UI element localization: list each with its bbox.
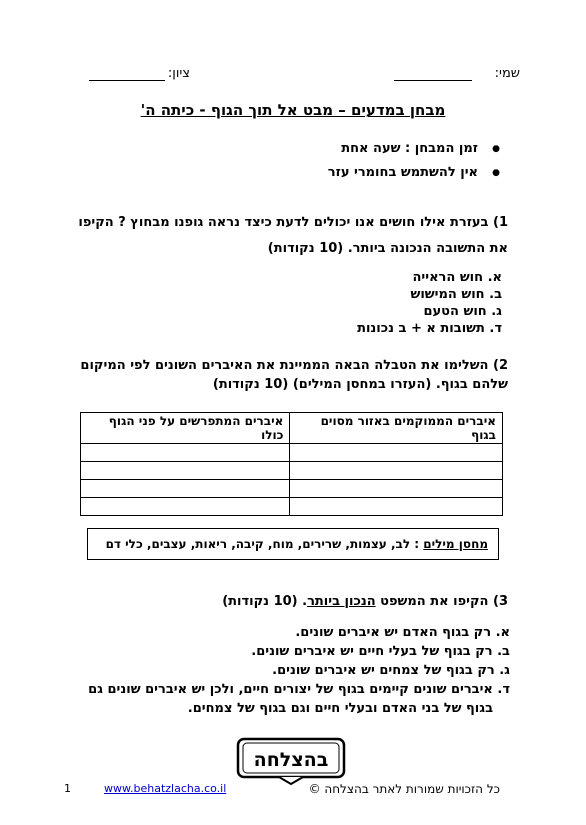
question-3-emphasis: הנכון ביותר — [307, 594, 376, 609]
table-cell[interactable] — [290, 498, 503, 516]
table-cell[interactable] — [290, 444, 503, 462]
table-cell[interactable] — [81, 498, 290, 516]
table-header-spread: איברים המתפרשים על פני הגוף כולו — [81, 413, 290, 444]
question-1: 1) בעזרת אילו חושים אנו יכולים לדעת כיצד נראה גופנו מבחוץ ? הקיפו את התשובה הנכונה ביותר. (10 נקודות) — [78, 215, 508, 256]
instruction-item: ● זמן המבחן : שעה אחת — [120, 137, 500, 161]
instructions-list — [120, 137, 500, 185]
svg-text:בהצלחה: בהצלחה — [253, 749, 329, 771]
table-row — [81, 462, 503, 480]
option-item: ד. תשובות א + ב נכונות — [357, 321, 502, 336]
word-bank-label: מחסן מילים — [423, 537, 488, 551]
grade-line — [89, 80, 165, 81]
question-1-options — [172, 269, 502, 337]
footer-copyright: כל הזכויות שמורות לאתר בהצלחה © — [308, 782, 500, 796]
footer-website-link[interactable]: www.behatzlacha.co.il — [104, 782, 227, 795]
table-header-localized: איברים הממוקמים באזור מסוים בגוף — [290, 413, 503, 444]
option-item: א. רק בגוף האדם יש איברים שונים. — [295, 625, 510, 640]
behatzlacha-logo — [235, 737, 347, 785]
option-item: ג. חוש הטעם — [423, 304, 502, 319]
table-cell[interactable] — [290, 462, 503, 480]
option-item: ד. איברים שונים קיימים בגוף של יצורים חיים, ולכן יש איברים שונים גם — [88, 682, 510, 697]
table-row — [81, 480, 503, 498]
option-item-continuation: בגוף של בני האדם ובעלי חיים וגם בגוף של צמחים. — [187, 701, 493, 716]
name-label: שמי: — [494, 66, 520, 81]
table-header-row — [81, 413, 503, 444]
word-bank-items: : לב, עצמות, שרירים, מוח, קיבה, ריאות, עצבים, כלי דם — [105, 537, 424, 551]
table-cell[interactable] — [290, 480, 503, 498]
organs-table — [80, 412, 503, 516]
exam-title: מבחן במדעים – מבט אל תוך הגוף - כיתה ה' — [140, 101, 446, 119]
grade-label: ציון: — [167, 66, 190, 81]
question-3-options — [70, 623, 510, 718]
table-cell[interactable] — [81, 462, 290, 480]
instruction-item: ● אין להשתמש בחומרי עזר — [120, 161, 500, 185]
table-row — [81, 444, 503, 462]
option-item: ב. חוש המישוש — [410, 287, 502, 302]
word-bank — [87, 528, 499, 560]
table-cell[interactable] — [81, 444, 290, 462]
option-item: ג. רק בגוף של צמחים יש איברים שונים. — [272, 663, 510, 678]
table-cell[interactable] — [81, 480, 290, 498]
table-row — [81, 498, 503, 516]
question-2: 2) השלימו את הטבלה הבאה הממיינת את האיברים השונים לפי המיקום שלהם בגוף. (העזרו במחסן המילים) (10 נקודות) — [80, 358, 508, 392]
question-3: 3) הקיפו את המשפט הנכון ביותר. (10 נקודות) — [222, 594, 508, 609]
page-number: 1 — [64, 782, 71, 795]
name-line — [394, 80, 472, 81]
option-item: ב. רק בגוף של בעלי חיים יש איברים שונים. — [251, 644, 510, 659]
option-item: א. חוש הראייה — [412, 270, 502, 285]
